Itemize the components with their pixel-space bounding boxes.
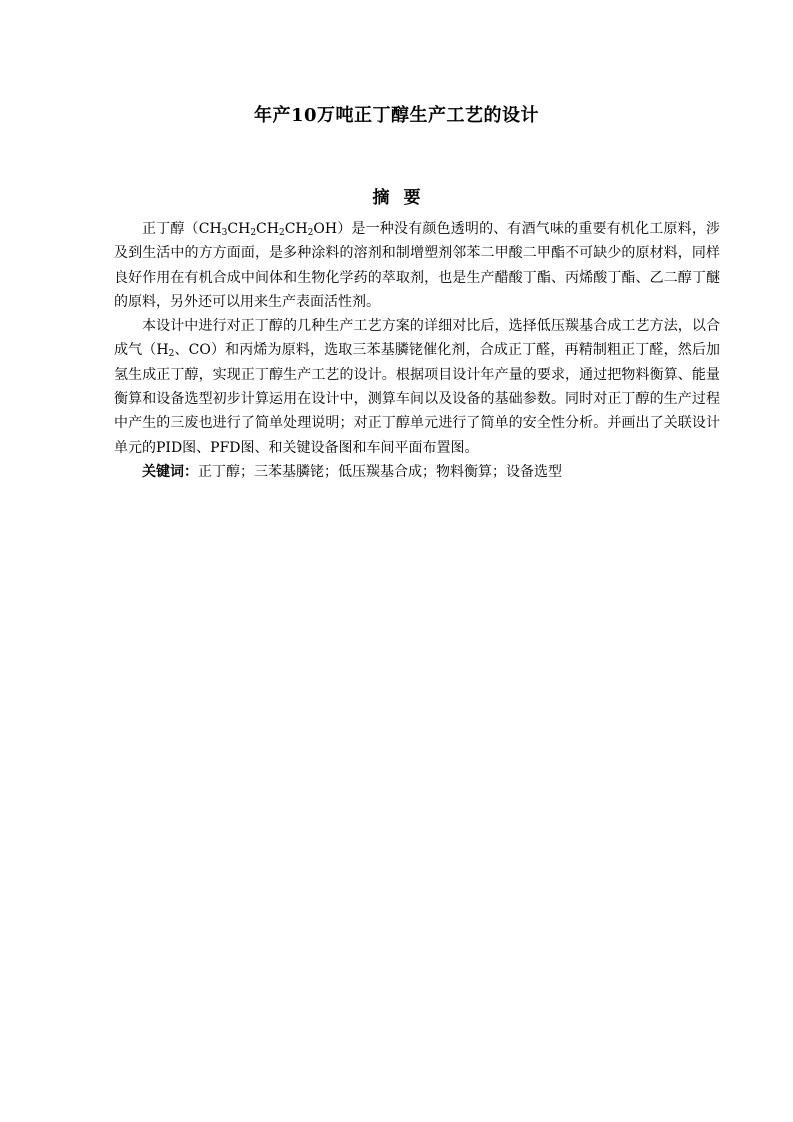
paragraph-1-rest: ）是一种没有颜色透明的、有酒气味的重要有机化工原料，涉及到生活中的方方面面，是多种涂料的溶剂和制增塑剂邻苯二甲酸二甲酯不可缺少的原材料，同样良好作用在有机合成中间体和生物化学药的萃取剂，也是生产醋酸丁酯、丙烯酸丁酯、乙二醇丁醚的原料，另外还可以用来生产表面活性剂。: [114, 221, 720, 310]
abstract-body: [114, 217, 720, 484]
keywords-line: [114, 460, 720, 484]
paragraph-2-part-2: 、CO）和丙烯为原料，选取三苯基膦铑催化剂，合成正丁醛，再精制粗正丁醛，然后加氢生成正丁醇，实现正丁醇生产工艺的设计。根据项目设计年产量的要求，通过把物料衡算、能量衡算和设备选型初步计算运用在设计中，测算车间以及设备的基础参数。同时对正丁醇的生产过程中产生的三废也进行了简单处理说明；对正丁醇单元进行了简单的安全性分析。并画出了关联设计单元的PID图、PFD图、和关键设备图和车间平面布置图。: [114, 342, 720, 456]
keywords-text: 正丁醇；三苯基膦铑；低压羰基合成；物料衡算；设备选型: [198, 463, 562, 480]
paragraph-2-part-1: 本设计中进行对正丁醇的几种生产工艺方案的详细对比后，选择低压羰基合成工艺方法，以合成气（H: [114, 318, 720, 359]
paragraph-1-lead: 正丁醇（: [142, 221, 199, 237]
h2-subscript: 2: [168, 349, 175, 360]
chemical-formula: $CH_3CH_2CH_2CH_2OH$: [198, 221, 338, 238]
abstract-paragraph-2: [114, 314, 720, 460]
abstract-paragraph-1: [114, 217, 720, 314]
abstract-heading: 摘要: [372, 188, 435, 208]
document-title: 年产10万吨正丁醇生产工艺的设计: [253, 105, 540, 126]
keywords-label: 关键词：: [142, 463, 198, 480]
